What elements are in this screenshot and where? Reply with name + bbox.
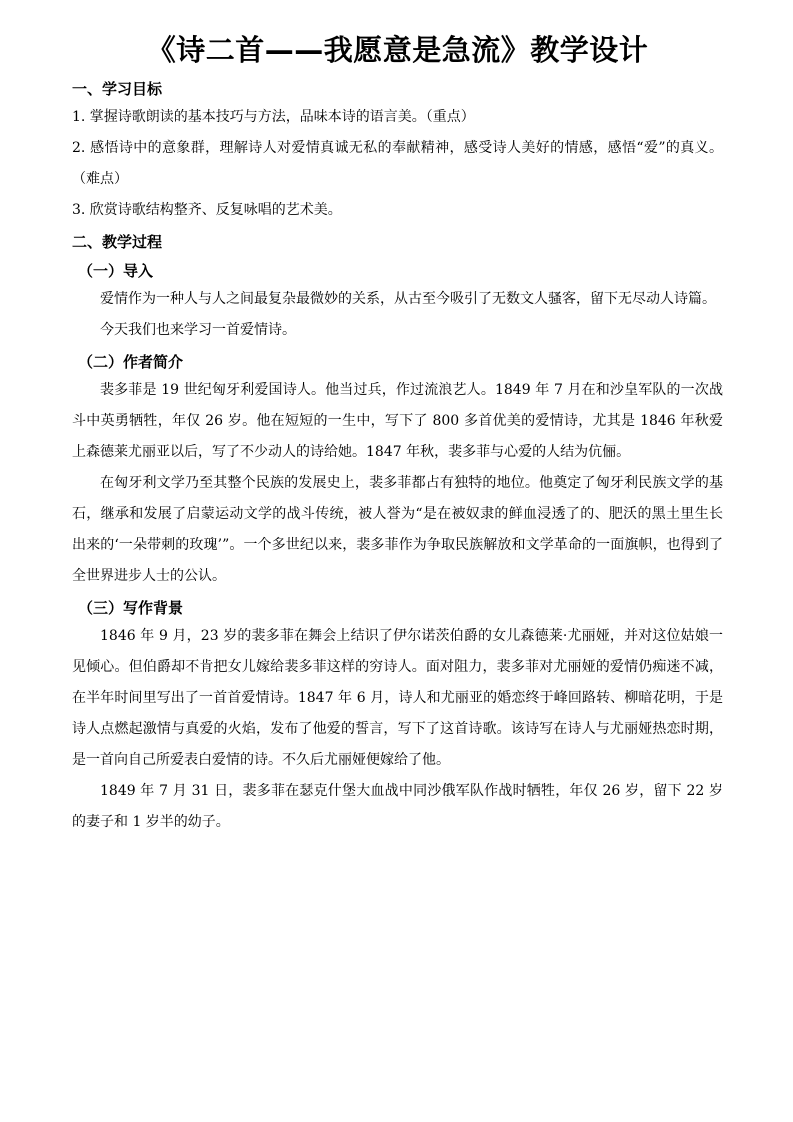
- intro-paragraph-2: 今天我们也来学习一首爱情诗。: [100, 322, 296, 338]
- subsection-heading-intro: （一）导入: [78, 262, 154, 280]
- goal-item-1: 1. 掌握诗歌朗读的基本技巧与方法，品味本诗的语言美。（重点）: [72, 109, 475, 125]
- author-paragraph-1: 裴多菲是 19 世纪匈牙利爱国诗人。他当过兵，作过流浪艺人。1849 年 7 月在和沙皇军队的一次战斗中英勇牺牲，年仅 26 岁。他在短短的一生中，写下了 800 多首优美的爱情诗，尤其是 1846 年秋爱上森德莱尤丽亚以后，写了不少动人的诗给她。1847 年秋，裴多菲与心爱的人结为伉俪。: [72, 382, 723, 460]
- document-page: [72, 30, 723, 838]
- intro-paragraph-1: 爱情作为一种人与人之间最复杂最微妙的关系，从古至今吸引了无数文人骚客，留下无尽动人诗篇。: [100, 291, 716, 307]
- section-heading-process: 二、教学过程: [72, 233, 163, 251]
- author-paragraph-2: 在匈牙利文学乃至其整个民族的发展史上，裴多菲都占有独特的地位。他奠定了匈牙利民族文学的基石，继承和发展了启蒙运动文学的战斗传统，被人誉为“是在被奴隶的鲜血浸透了的、肥沃的黑土里生长出来的‘一朵带刺的玫瑰’”。一个多世纪以来，裴多菲作为争取民族解放和文学革命的一面旗帜，也得到了全世界进步人士的公认。: [72, 475, 723, 584]
- background-paragraph-2: 1849 年 7 月 31 日，裴多菲在瑟克什堡大血战中同沙俄军队作战时牺牲，年仅 26 岁，留下 22 岁的妻子和 1 岁半的幼子。: [72, 783, 723, 830]
- goal-item-3: 3. 欣赏诗歌结构整齐、反复咏唱的艺术美。: [72, 202, 342, 218]
- subsection-heading-author: （二）作者简介: [78, 353, 184, 371]
- subsection-heading-background: （三）写作背景: [78, 599, 184, 617]
- background-paragraph-1: 1846 年 9 月，23 岁的裴多菲在舞会上结识了伊尔诺茨伯爵的女儿森德莱·尤丽娅，并对这位姑娘一见倾心。但伯爵却不肯把女儿嫁给裴多菲这样的穷诗人。面对阻力，裴多菲对尤丽娅的爱情仍痴迷不减，在半年时间里写出了一首首爱情诗。1847 年 6 月，诗人和尤丽亚的婚恋终于峰回路转、柳暗花明，于是诗人点燃起激情与真爱的火焰，发布了他爱的誓言，写下了这首诗歌。该诗写在诗人与尤丽娅热恋时期，是一首向自己所爱表白爱情的诗。不久后尤丽娅便嫁给了他。: [72, 628, 723, 768]
- goal-item-2: 2. 感悟诗中的意象群，理解诗人对爱情真诚无私的奉献精神，感受诗人美好的情感，感悟“爱”的真义。（难点）: [72, 140, 723, 187]
- document-title: 《诗二首——我愿意是急流》教学设计: [146, 33, 649, 67]
- section-heading-goals: 一、学习目标: [72, 80, 163, 98]
